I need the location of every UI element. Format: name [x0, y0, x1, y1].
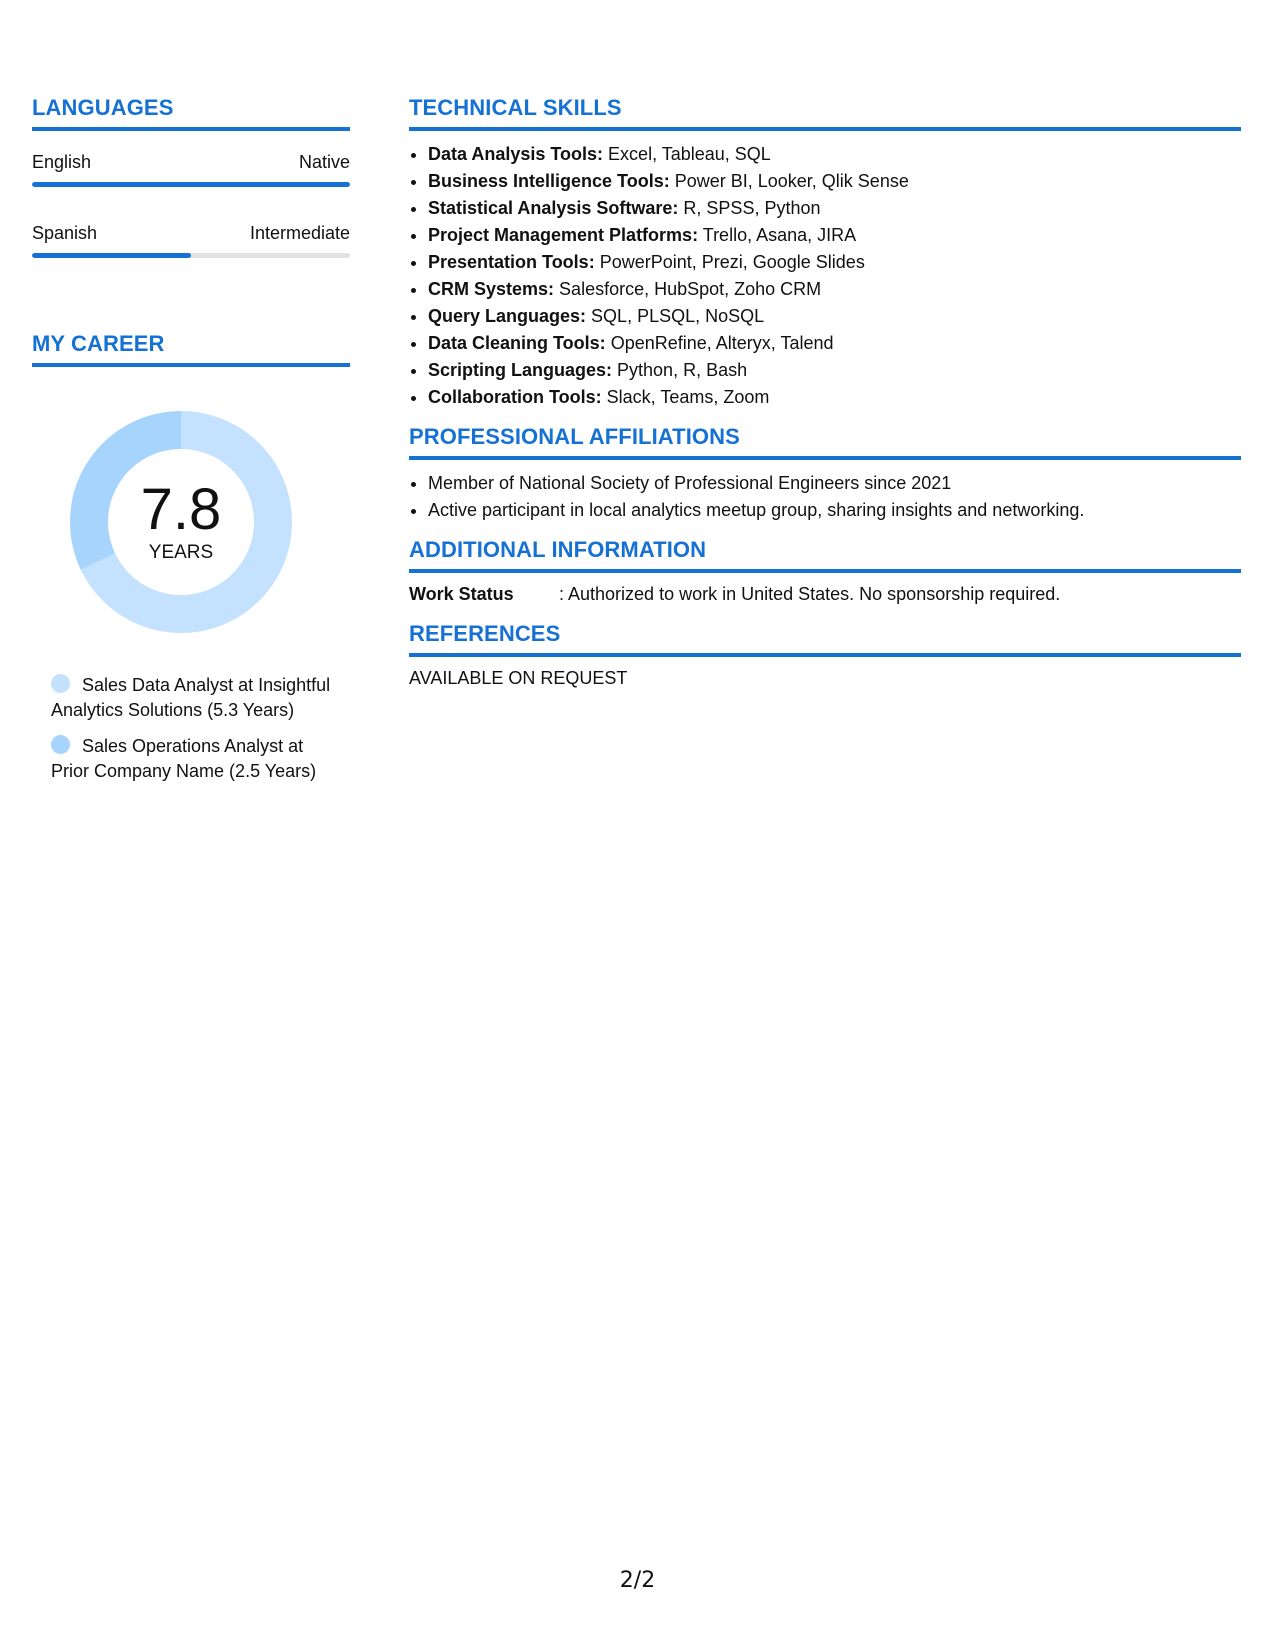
skill-category: Query Languages: [428, 306, 587, 326]
affiliation-item: • Member of National Society of Professional Engineers since 2021 [428, 470, 1241, 497]
career-total [66, 407, 296, 637]
career-donut-chart [66, 407, 296, 637]
skill-category: Collaboration Tools: [428, 387, 602, 407]
skill-category: Business Intelligence Tools: [428, 171, 670, 191]
career-legend [32, 673, 341, 784]
technical-skills-list [409, 141, 1241, 411]
career-heading: MY CAREER [32, 331, 350, 367]
references-text: AVAILABLE ON REQUEST [409, 668, 628, 688]
right-column [409, 95, 1241, 692]
technical-skills-heading: TECHNICAL SKILLS [409, 95, 1241, 131]
references-section [409, 621, 1241, 692]
skill-item [428, 195, 1241, 222]
language-item-english [32, 151, 350, 173]
skill-item [428, 249, 1241, 276]
affiliations-list [409, 470, 1241, 524]
career-legend-item [51, 734, 341, 784]
skill-values: PowerPoint, Prezi, Google Slides [594, 252, 865, 272]
language-proficiency-fill [32, 182, 350, 187]
affiliations-section [409, 424, 1241, 524]
skill-item [428, 330, 1241, 357]
skill-values: Python, R, Bash [612, 360, 748, 380]
skill-values: Trello, Asana, JIRA [698, 225, 857, 245]
references-heading: REFERENCES [409, 621, 1241, 657]
skill-values: Salesforce, HubSpot, Zoho CRM [554, 279, 822, 299]
skill-item [428, 222, 1241, 249]
career-role-label: Sales Operations Analyst at Prior Company Name (2.5 Years) [51, 736, 317, 781]
skill-category: Scripting Languages: [428, 360, 613, 380]
page-number: 2/2 [619, 1568, 656, 1593]
legend-dot-icon [51, 735, 70, 754]
language-level: Native [298, 152, 350, 172]
career-total-unit: YEARS [148, 542, 214, 563]
skill-category: Data Analysis Tools: [428, 144, 604, 164]
skill-category: Project Management Platforms: [428, 225, 699, 245]
additional-info-heading: ADDITIONAL INFORMATION [409, 537, 1241, 573]
skill-values: Slack, Teams, Zoom [601, 387, 770, 407]
skill-category: CRM Systems: [428, 279, 555, 299]
language-proficiency-bar [32, 253, 350, 258]
career-legend-item [51, 673, 341, 723]
language-proficiency-fill [32, 253, 191, 258]
skill-item [428, 168, 1241, 195]
skill-category: Presentation Tools: [428, 252, 595, 272]
technical-skills-section [409, 95, 1241, 411]
languages-heading: LANGUAGES [32, 95, 350, 131]
affiliation-item: • Active participant in local analytics meetup group, sharing insights and networking. [428, 497, 1241, 524]
skill-values: R, SPSS, Python [678, 198, 821, 218]
career-section [32, 331, 350, 784]
languages-section [32, 95, 350, 258]
language-name: English [32, 152, 92, 172]
career-role-label: Sales Data Analyst at Insightful Analytics Solutions (5.3 Years) [51, 675, 331, 720]
language-item-spanish [32, 222, 350, 244]
skill-item [428, 141, 1241, 168]
skill-values: Excel, Tableau, SQL [603, 144, 771, 164]
skill-values: SQL, PLSQL, NoSQL [586, 306, 765, 326]
affiliations-heading: PROFESSIONAL AFFILIATIONS [409, 424, 1241, 460]
left-column [32, 95, 350, 795]
skill-item [428, 384, 1241, 411]
skill-values: Power BI, Looker, Qlik Sense [669, 171, 909, 191]
skill-item [428, 303, 1241, 330]
work-status-row [409, 581, 1241, 608]
skill-category: Data Cleaning Tools: [428, 333, 606, 353]
additional-info-section [409, 537, 1241, 608]
language-proficiency-bar [32, 182, 350, 187]
work-status-label: Work Status [409, 584, 514, 604]
career-total-value: 7.8 [140, 477, 222, 542]
skill-values: OpenRefine, Alteryx, Talend [605, 333, 834, 353]
skill-item [428, 357, 1241, 384]
language-name: Spanish [32, 223, 98, 243]
skill-item [428, 276, 1241, 303]
skill-category: Statistical Analysis Software: [428, 198, 679, 218]
language-level: Intermediate [249, 223, 350, 243]
work-status-value: : Authorized to work in United States. No sponsorship required. [559, 584, 1061, 604]
legend-dot-icon [51, 674, 70, 693]
